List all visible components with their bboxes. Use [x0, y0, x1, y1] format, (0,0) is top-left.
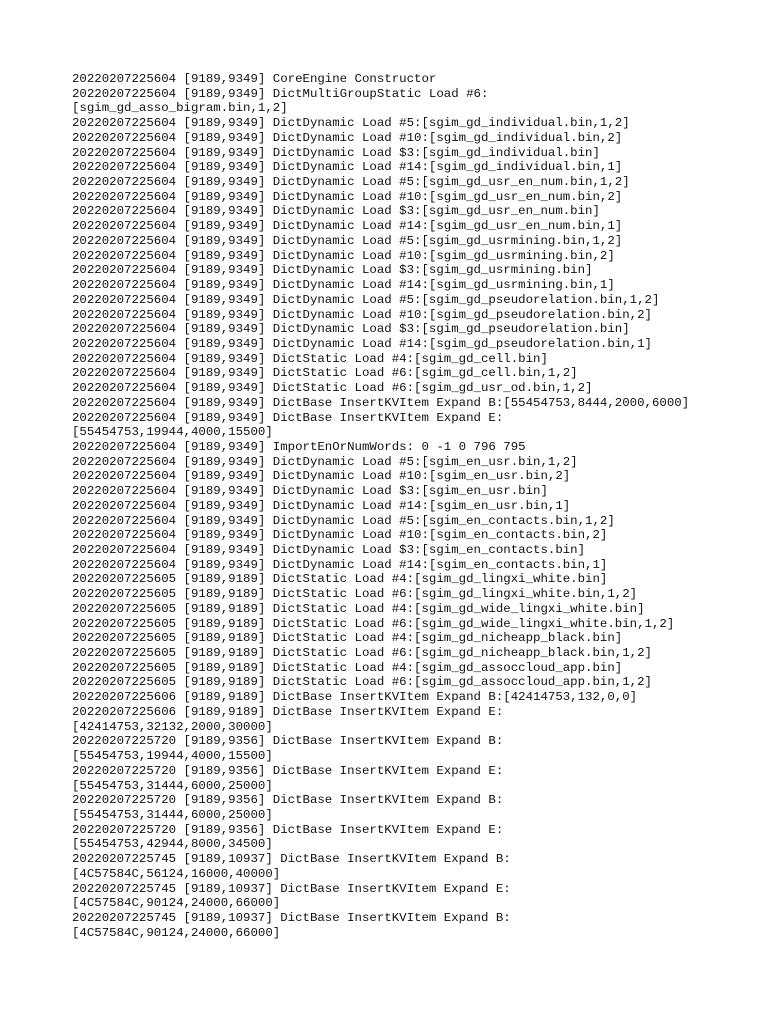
log-line: 20220207225604 [9189,9349] DictDynamic Load #10:[sgim_gd_individual.bin,2]	[72, 130, 623, 145]
log-line: 20220207225604 [9189,9349] DictDynamic Load #5:[sgim_gd_individual.bin,1,2]	[72, 116, 630, 131]
log-line: 20220207225604 [9189,9349] DictDynamic Load #10:[sgim_gd_usrmining.bin,2]	[72, 248, 615, 263]
log-line: 20220207225604 [9189,9349] DictDynamic Load $3:[sgim_gd_usrmining.bin]	[72, 263, 593, 278]
log-text-block	[72, 72, 712, 940]
log-line: 20220207225745 [9189,10937] DictBase InsertKVItem Expand B:	[72, 910, 511, 925]
log-line: [55454753,19944,4000,15500]	[72, 425, 273, 440]
log-line: 20220207225604 [9189,9349] DictDynamic Load $3:[sgim_gd_individual.bin]	[72, 145, 600, 160]
log-line: 20220207225745 [9189,10937] DictBase InsertKVItem Expand E:	[72, 881, 511, 896]
log-line: 20220207225604 [9189,9349] DictDynamic Load #14:[sgim_gd_usr_en_num.bin,1]	[72, 219, 623, 234]
log-line: 20220207225745 [9189,10937] DictBase InsertKVItem Expand B:	[72, 852, 511, 867]
log-line: 20220207225604 [9189,9349] DictDynamic Load #14:[sgim_en_contacts.bin,1]	[72, 557, 608, 572]
log-line: [55454753,31444,6000,25000]	[72, 778, 273, 793]
log-line: [4C57584C,90124,24000,66000]	[72, 925, 281, 940]
log-line: 20220207225604 [9189,9349] DictDynamic Load #14:[sgim_gd_pseudorelation.bin,1]	[72, 336, 652, 351]
log-line: 20220207225604 [9189,9349] ImportEnOrNumWords: 0 -1 0 796 795	[72, 439, 526, 454]
log-line: 20220207225604 [9189,9349] CoreEngine Constructor	[72, 72, 437, 86]
log-line: 20220207225604 [9189,9349] DictDynamic Load $3:[sgim_en_usr.bin]	[72, 484, 548, 499]
log-line: 20220207225720 [9189,9356] DictBase InsertKVItem Expand E:	[72, 763, 504, 778]
log-line: 20220207225605 [9189,9189] DictStatic Load #4:[sgim_gd_lingxi_white.bin]	[72, 572, 608, 587]
log-line: 20220207225604 [9189,9349] DictMultiGroupStatic Load #6:	[72, 86, 489, 101]
log-line: 20220207225605 [9189,9189] DictStatic Load #6:[sgim_gd_lingxi_white.bin,1,2]	[72, 587, 638, 602]
log-line: 20220207225604 [9189,9349] DictDynamic Load #5:[sgim_en_contacts.bin,1,2]	[72, 513, 615, 528]
log-line: 20220207225605 [9189,9189] DictStatic Load #4:[sgim_gd_nicheapp_black.bin]	[72, 631, 623, 646]
log-line: 20220207225604 [9189,9349] DictDynamic Load #5:[sgim_gd_usrmining.bin,1,2]	[72, 233, 623, 248]
log-line: 20220207225604 [9189,9349] DictDynamic Load #10:[sgim_gd_pseudorelation.bin,2]	[72, 307, 652, 322]
log-line: [42414753,32132,2000,30000]	[72, 719, 273, 734]
log-line: [sgim_gd_asso_bigram.bin,1,2]	[72, 101, 288, 116]
log-line: 20220207225606 [9189,9189] DictBase InsertKVItem Expand E:	[72, 704, 504, 719]
log-line: 20220207225604 [9189,9349] DictDynamic Load $3:[sgim_gd_usr_en_num.bin]	[72, 204, 600, 219]
log-line: 20220207225604 [9189,9349] DictDynamic Load #10:[sgim_gd_usr_en_num.bin,2]	[72, 189, 623, 204]
log-line: [4C57584C,90124,24000,66000]	[72, 896, 281, 911]
log-line: 20220207225604 [9189,9349] DictDynamic Load #10:[sgim_en_contacts.bin,2]	[72, 528, 608, 543]
log-line: 20220207225605 [9189,9189] DictStatic Load #6:[sgim_gd_wide_lingxi_white.bin,1,2]	[72, 616, 675, 631]
log-line: 20220207225604 [9189,9349] DictDynamic Load $3:[sgim_en_contacts.bin]	[72, 543, 586, 557]
log-line: 20220207225604 [9189,9349] DictDynamic Load #14:[sgim_gd_individual.bin,1]	[72, 160, 623, 175]
log-line: 20220207225604 [9189,9349] DictStatic Load #6:[sgim_gd_usr_od.bin,1,2]	[72, 381, 593, 396]
log-line: 20220207225604 [9189,9349] DictDynamic Load #14:[sgim_gd_usrmining.bin,1]	[72, 278, 615, 293]
log-line: 20220207225605 [9189,9189] DictStatic Load #6:[sgim_gd_assoccloud_app.bin,1,2]	[72, 675, 652, 690]
log-line: 20220207225605 [9189,9189] DictStatic Load #6:[sgim_gd_nicheapp_black.bin,1,2]	[72, 646, 652, 661]
log-line: 20220207225605 [9189,9189] DictStatic Load #4:[sgim_gd_wide_lingxi_white.bin]	[72, 601, 645, 616]
log-line: 20220207225604 [9189,9349] DictStatic Load #6:[sgim_gd_cell.bin,1,2]	[72, 366, 578, 381]
log-line: 20220207225604 [9189,9349] DictStatic Load #4:[sgim_gd_cell.bin]	[72, 351, 548, 366]
log-line: 20220207225720 [9189,9356] DictBase InsertKVItem Expand E:	[72, 822, 504, 837]
log-line: [55454753,31444,6000,25000]	[72, 807, 273, 822]
log-line: 20220207225606 [9189,9189] DictBase InsertKVItem Expand B:[42414753,132,0,0]	[72, 690, 638, 705]
log-line: 20220207225604 [9189,9349] DictDynamic Load #5:[sgim_gd_usr_en_num.bin,1,2]	[72, 175, 630, 190]
log-line: 20220207225604 [9189,9349] DictDynamic Load #5:[sgim_en_usr.bin,1,2]	[72, 454, 578, 469]
log-line: [55454753,19944,4000,15500]	[72, 749, 273, 764]
log-line: 20220207225720 [9189,9356] DictBase InsertKVItem Expand B:	[72, 734, 504, 749]
log-line: 20220207225604 [9189,9349] DictDynamic Load #14:[sgim_en_usr.bin,1]	[72, 498, 571, 513]
log-line: 20220207225604 [9189,9349] DictDynamic Load #5:[sgim_gd_pseudorelation.bin,1,2]	[72, 292, 660, 307]
log-line: 20220207225604 [9189,9349] DictBase InsertKVItem Expand E:	[72, 410, 504, 425]
log-line: 20220207225604 [9189,9349] DictBase InsertKVItem Expand B:[55454753,8444,2000,6000]	[72, 395, 690, 410]
log-line: 20220207225604 [9189,9349] DictDynamic Load $3:[sgim_gd_pseudorelation.bin]	[72, 322, 630, 337]
log-line: 20220207225720 [9189,9356] DictBase InsertKVItem Expand B:	[72, 793, 504, 808]
log-line: [4C57584C,56124,16000,40000]	[72, 866, 281, 881]
log-line: 20220207225605 [9189,9189] DictStatic Load #4:[sgim_gd_assoccloud_app.bin]	[72, 660, 623, 675]
log-line: [55454753,42944,8000,34500]	[72, 837, 273, 852]
log-line: 20220207225604 [9189,9349] DictDynamic Load #10:[sgim_en_usr.bin,2]	[72, 469, 571, 484]
